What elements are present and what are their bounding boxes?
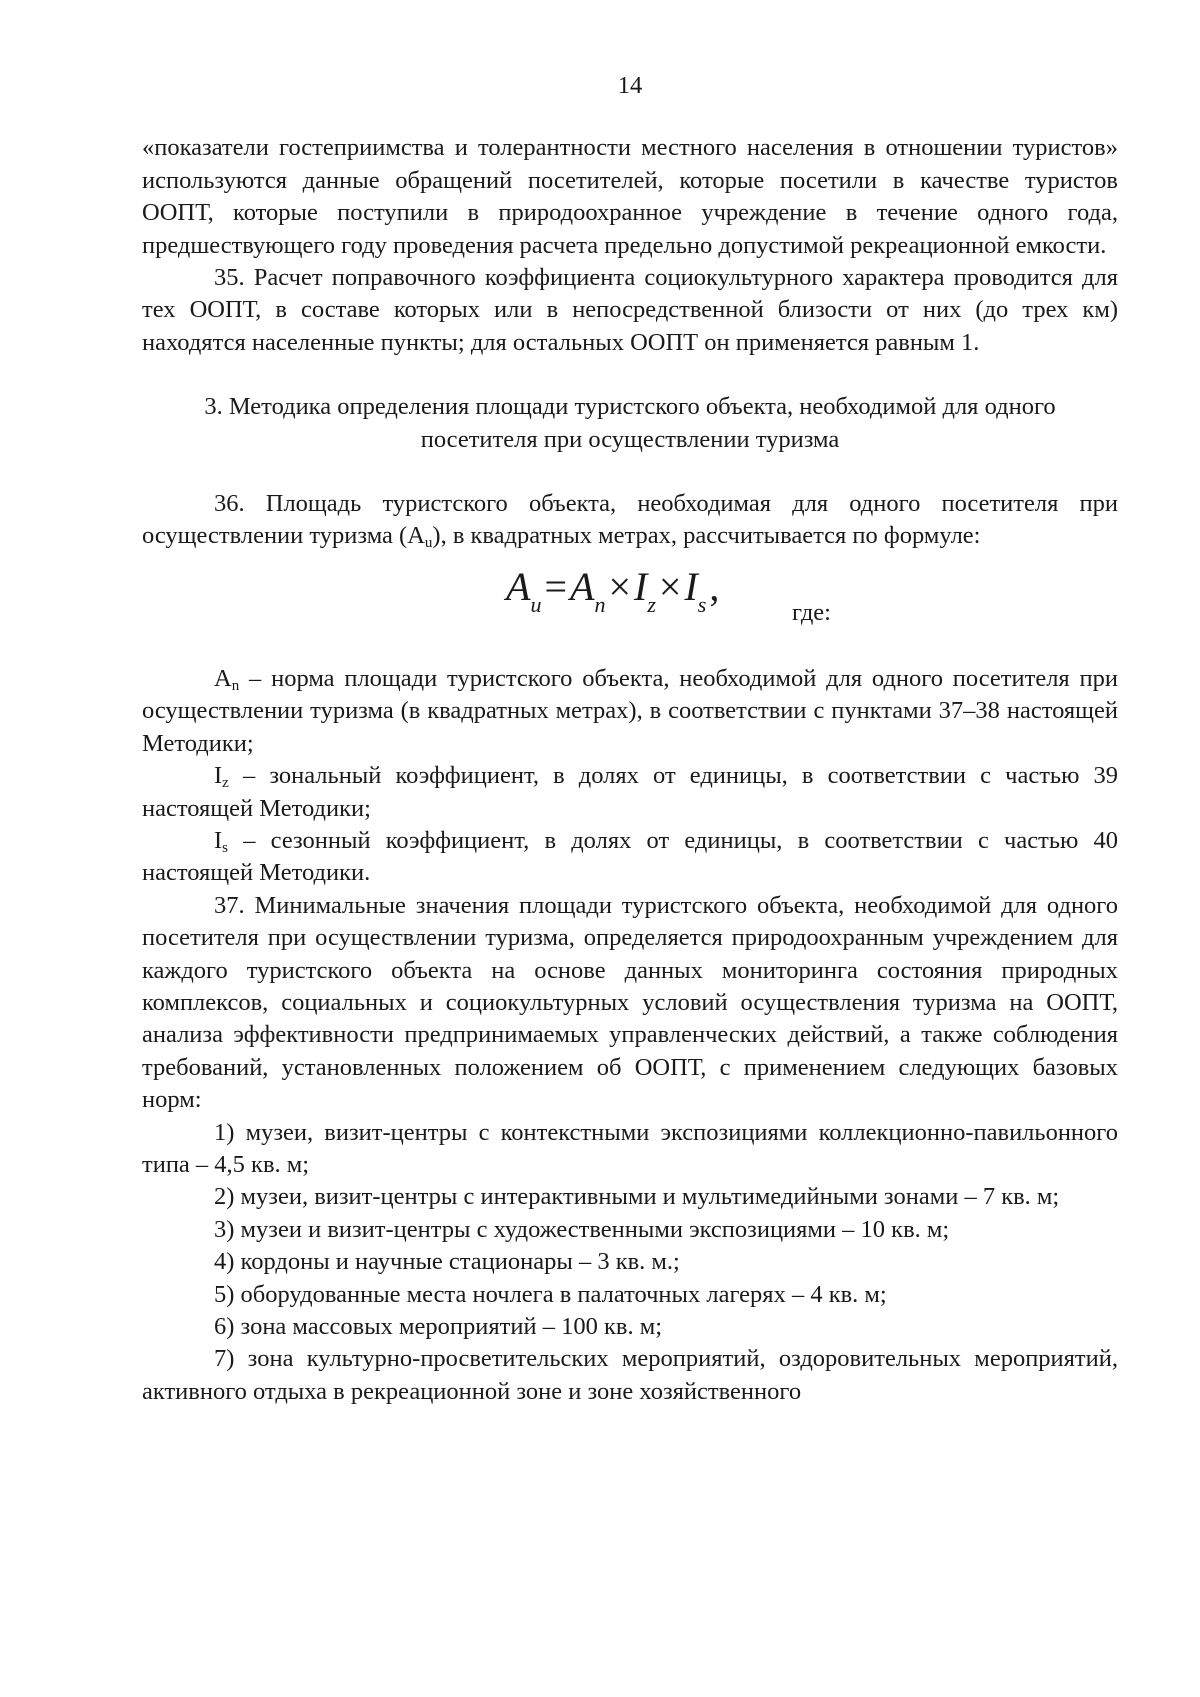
definition-is-symbol: I — [214, 826, 223, 854]
formula-an: A — [570, 563, 595, 609]
list-item: 7) зона культурно-просветительских мероприятий, оздоровительных мероприятий, активного отдыха в рекреационной зоне и зоне хозяйственного — [142, 1345, 1118, 1405]
definition-an-subscript: n — [231, 677, 240, 694]
paragraph-36-text-end: ), в квадратных метрах, рассчитывается по формуле: — [432, 522, 981, 550]
list-item: 4) кордоны и научные стационары – 3 кв. м.; — [214, 1248, 680, 1276]
definition-is-subscript: s — [222, 839, 229, 856]
paragraph-35: 35. Расчет поправочного коэффициента социокультурного характера проводится для тех ООПТ, в составе которых или в непосредственной близости от них (до трех км) находятся населенные пункты; для остальных ООПТ он применяется равным 1. — [142, 264, 1118, 356]
list-item: 3) музеи и визит-центры с художественными экспозициями – 10 кв. м; — [214, 1215, 950, 1243]
definition-iz-text: – зональный коэффициент, в долях от единицы, в соответствии с частью 39 настоящей Методики; — [142, 762, 1118, 822]
list-item: 6) зона массовых мероприятий – 100 кв. м; — [214, 1313, 662, 1340]
formula-block — [142, 557, 1118, 635]
definition-is — [142, 825, 1118, 890]
definition-is-text: – сезонный коэффициент, в долях от единицы, в соответствии с частью 40 настоящей Методики. — [142, 826, 1118, 887]
formula-is-sub: s — [697, 591, 707, 617]
page-number: 14 — [617, 72, 643, 99]
paragraph-36 — [142, 488, 1118, 553]
formula-times-1: × — [608, 563, 631, 609]
formula-times-2: × — [658, 563, 682, 609]
definition-an — [142, 663, 1118, 760]
paragraph-36-subscript: u — [424, 535, 433, 552]
definition-iz-symbol: I — [214, 762, 223, 790]
formula-is: I — [684, 563, 698, 609]
formula-equals: = — [544, 563, 567, 609]
area-formula — [506, 559, 722, 633]
paragraph-37: 37. Минимальные значения площади туристского объекта, необходимой для одного посетителя при осуществлении туризма, определяется природоохранным учреждением для каждого туристского объекта на основе данных мониторинга состояния природных комплексов, социальных и социокультурных условий осуществления туризма на ООПТ, анализа эффективности предпринимаемых управленческих действий, а также соблюдения требований, установленных положением об ООПТ, с применением следующих базовых норм: — [142, 891, 1118, 1114]
formula-where-label: где: — [792, 598, 831, 626]
paragraph-hospitality: «показатели гостеприимства и толерантности местного населения в отношении туристов» используются данные обращений посетителей, которые посетили в качестве туристов ООПТ, которые поступили в природоохранное учреждение в течение одного года, предшествующего году проведения расчета предельно допустимой рекреационной емкости. — [142, 134, 1118, 259]
formula-comma: , — [709, 563, 720, 609]
list-item: 5) оборудованные места ночлега в палаточных лагерях – 4 кв. м; — [214, 1280, 887, 1308]
formula-an-sub: n — [594, 591, 606, 617]
formula-iz: I — [634, 563, 648, 609]
definition-iz-subscript: z — [222, 775, 229, 792]
definition-an-text: – норма площади туристского объекта, необходимой для одного посетителя при осуществлении туризма (в квадратных метрах), в соответствии с пунктами 37–38 настоящей Методики; — [142, 664, 1118, 757]
formula-au-sub: u — [530, 591, 542, 617]
section-heading: 3. Методика определения площади туристского объекта, необходимой для одного посетителя при осуществлении туризма — [204, 393, 1056, 453]
formula-au: A — [506, 563, 531, 609]
definition-an-symbol: A — [214, 664, 232, 692]
list-item: 2) музеи, визит-центры с интерактивными и мультимедийными зонами – 7 кв. м; — [214, 1183, 1060, 1211]
list-item: 1) музеи, визит-центры с контекстными экспозициями коллекционно-павильонного типа – 4,5 кв. м; — [142, 1118, 1118, 1178]
definition-iz — [142, 760, 1118, 825]
formula-iz-sub: z — [647, 591, 656, 617]
paragraph-36-text-start: 36. Площадь туристского объекта, необходимая для одного посетителя при осуществлении туризма (A — [142, 490, 1118, 550]
